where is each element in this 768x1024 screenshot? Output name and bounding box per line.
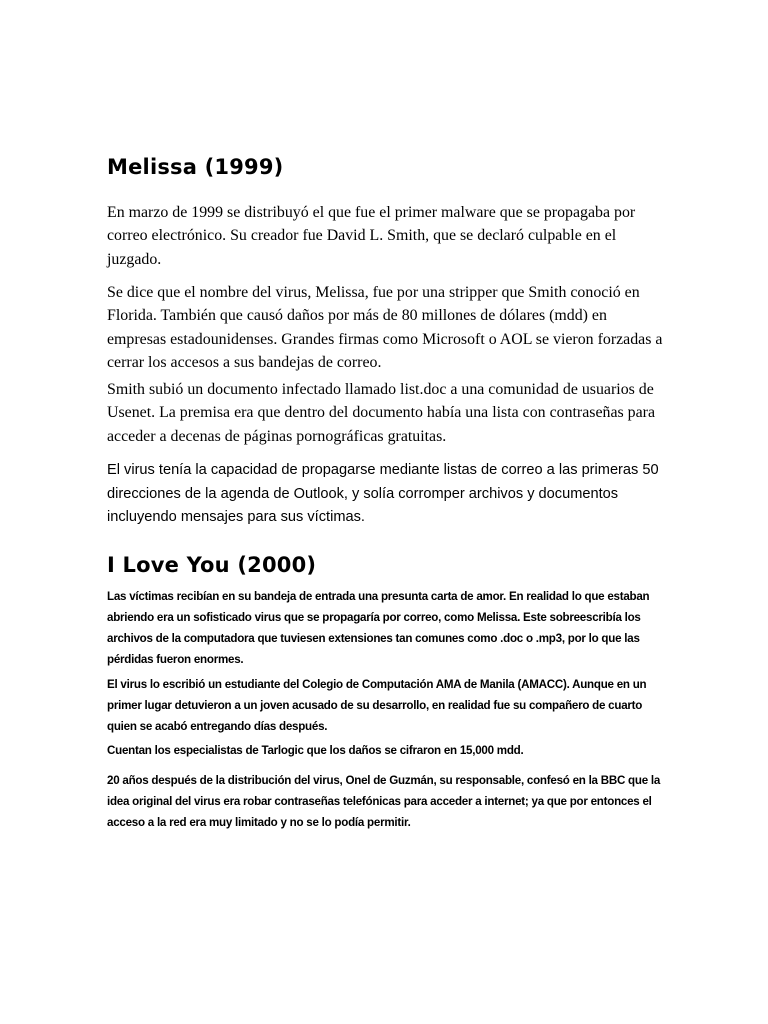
section-heading-iloveyou: I Love You (2000): [107, 553, 317, 577]
paragraph-iloveyou-author: El virus lo escribió un estudiante del Colegio de Computación AMA de Manila (AMACC). Aunque en un primer lugar detuvieron a un joven acusado de su desarrollo, en realidad fue su compañero de cuarto quien se acabó entregando días después.: [107, 678, 647, 733]
paragraph-melissa-usenet: Smith subió un documento infectado llamado list.doc a una comunidad de usuarios de Usenet. La premisa era que dentro del documento había una lista con contraseñas para acceder a decenas de páginas pornográficas gratuitas.: [107, 381, 656, 445]
paragraph-melissa-intro: En marzo de 1999 se distribuyó el que fue el primer malware que se propagaba por correo electrónico. Su creador fue David L. Smith, que se declaró culpable en el juzgado.: [107, 204, 636, 268]
paragraph-iloveyou-intro: Las víctimas recibían en su bandeja de entrada una presunta carta de amor. En realidad lo que estaban abriendo era un sofisticado virus que se propagaría por correo, como Melissa. Este sobreescribía los archivos de la computadora que tuviesen extensiones tan comunes como .doc o .mp3, por lo que las pérdidas fueron enormes.: [107, 590, 650, 666]
paragraph-melissa-name: Se dice que el nombre del virus, Melissa, fue por una stripper que Smith conoció en Florida. También que causó daños por más de 80 millones de dólares (mdd) en empresas estadounidenses. Grandes firmas como Microsoft o AOL se vieron forzadas a cerrar los accesos a sus bandejas de correo.: [107, 284, 663, 372]
paragraph-iloveyou-damages: Cuentan los especialistas de Tarlogic que los daños se cifraron en 15,000 mdd.: [107, 744, 524, 757]
section-heading-melissa: Melissa (1999): [107, 155, 284, 179]
paragraph-melissa-outlook: El virus tenía la capacidad de propagarse mediante listas de correo a las primeras 50 direcciones de la agenda de Outlook, y solía corromper archivos y documentos incluyendo mensajes para sus víctimas.: [107, 462, 659, 526]
paragraph-iloveyou-bbc: 20 años después de la distribución del virus, Onel de Guzmán, su responsable, confesó en la BBC que la idea original del virus era robar contraseñas telefónicas para acceder a internet; ya que por entonces el acceso a la red era muy limitado y no se lo podía permitir.: [107, 774, 661, 829]
